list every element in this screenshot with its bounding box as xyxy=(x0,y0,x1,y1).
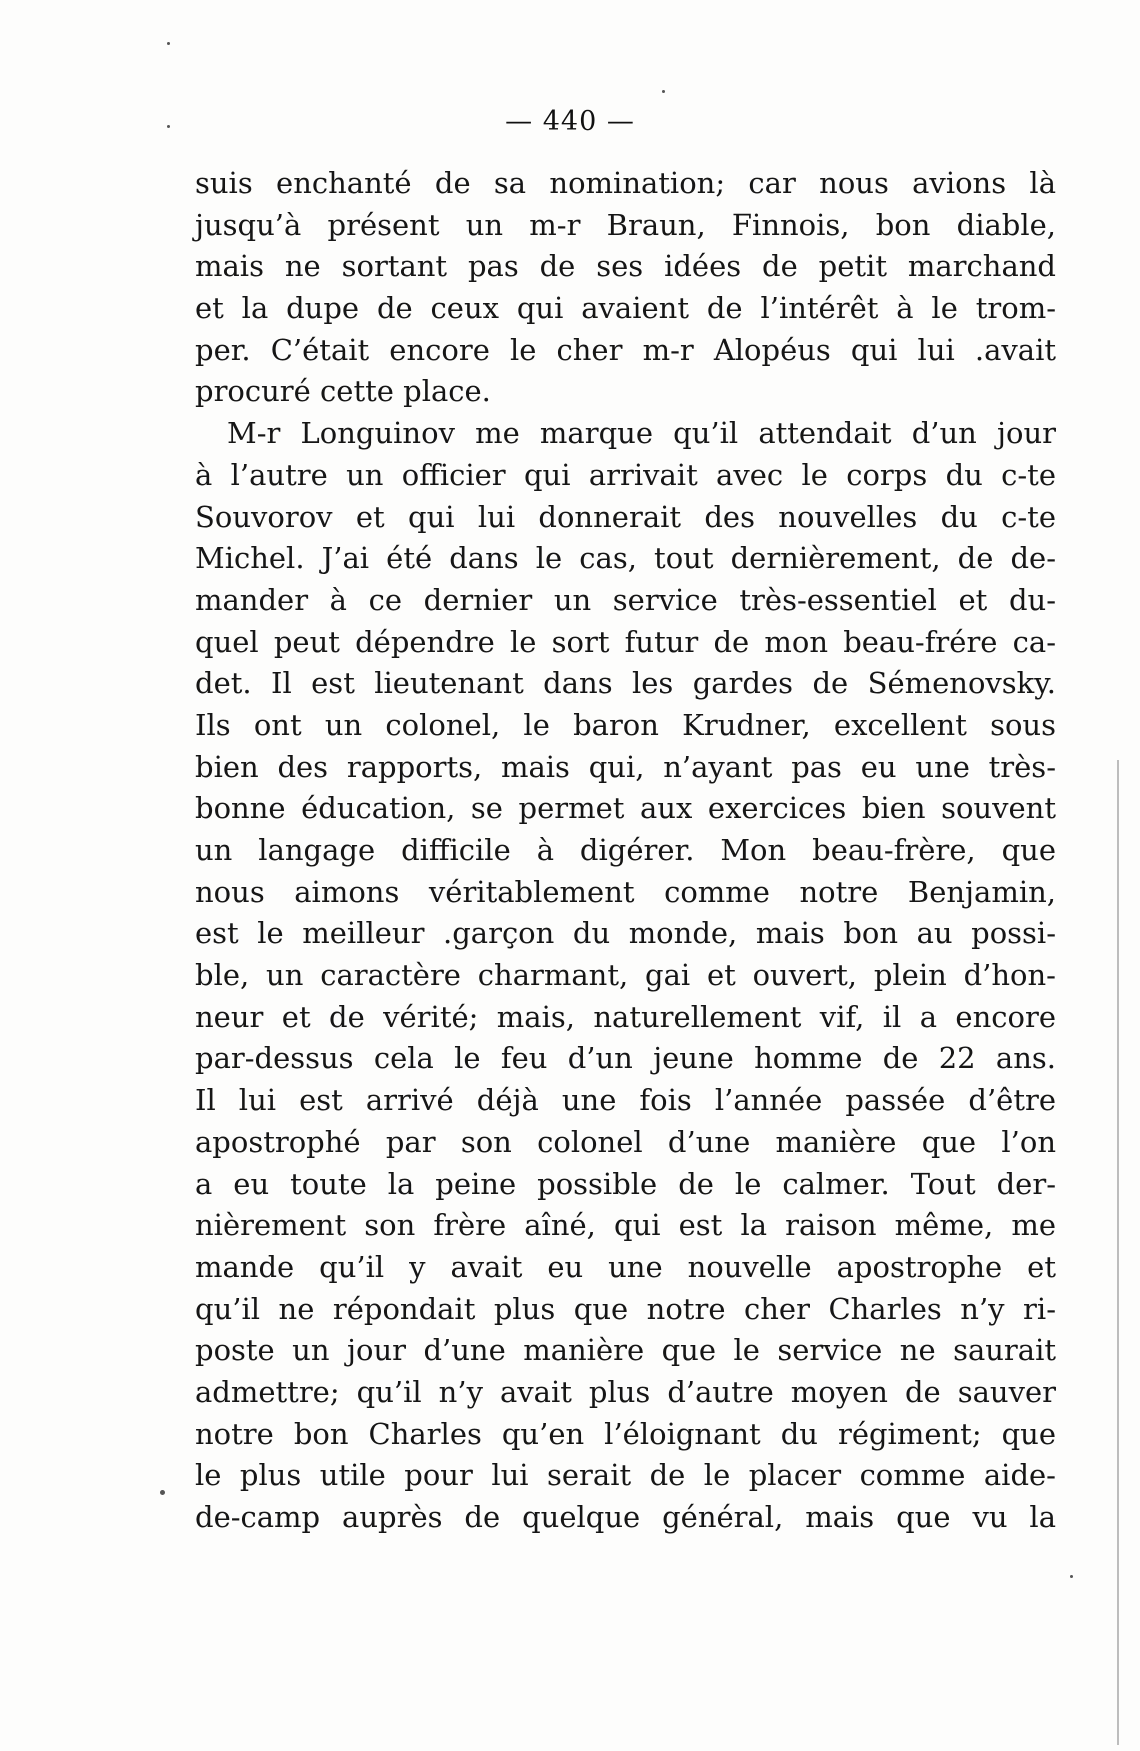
text-line: mande qu’il y avait eu une nouvelle apostrophe et xyxy=(195,1249,1056,1284)
text-line: nous aimons véritablement comme notre Benjamin, xyxy=(195,874,1056,909)
text-line: Il lui est arrivé déjà une fois l’année passée d’être xyxy=(195,1083,1056,1118)
text-line: et la dupe de ceux qui avaient de l’intérêt à le trom- xyxy=(195,291,1056,326)
text-line-paragraph-start: M-r Longuinov me marque qu’il attendait d’un jour xyxy=(227,416,1056,451)
text-line: un langage difficile à digérer. Mon beau-frère, que xyxy=(195,833,1056,867)
body-text xyxy=(195,163,1056,1539)
text-line: mander à ce dernier un service très-essentiel et du- xyxy=(195,582,1056,617)
text-line: à l’autre un officier qui arrivait avec le corps du c-te xyxy=(195,457,1056,492)
text-line: jusqu’à présent un m-r Braun, Finnois, bon diable, xyxy=(195,207,1056,242)
text-line: det. Il est lieutenant dans les gardes de Sémenovsky. xyxy=(195,666,1056,701)
text-line: est le meilleur .garçon du monde, mais bon au possi- xyxy=(195,916,1056,951)
text-line: par-dessus cela le feu d’un jeune homme de 22 ans. xyxy=(195,1041,1056,1076)
ink-speck xyxy=(160,1490,165,1495)
text-line: suis enchanté de sa nomination; car nous avions là xyxy=(195,166,1056,200)
text-line: ble, un caractère charmant, gai et ouvert, plein d’hon- xyxy=(195,958,1056,993)
page-number: — 440 — xyxy=(505,106,635,137)
text-line: de-camp auprès de quelque général, mais que vu la xyxy=(195,1500,1056,1534)
text-line-paragraph-end: procuré cette place. xyxy=(195,374,491,409)
text-line: per. C’était encore le cher m-r Alopéus qui lui .avait xyxy=(195,332,1056,367)
ink-speck xyxy=(662,90,665,93)
text-line: qu’il ne répondait plus que notre cher Charles n’y ri- xyxy=(195,1291,1056,1326)
text-line: mais ne sortant pas de ses idées de petit marchand xyxy=(195,249,1056,284)
ink-speck xyxy=(1070,1575,1073,1578)
text-line: poste un jour d’une manière que le service ne saurait xyxy=(195,1333,1056,1368)
text-line: bien des rapports, mais qui, n’ayant pas eu une très- xyxy=(195,749,1056,784)
text-line: quel peut dépendre le sort futur de mon beau-frére ca- xyxy=(195,624,1056,659)
ink-speck xyxy=(167,42,170,45)
text-line: notre bon Charles qu’en l’éloignant du régiment; que xyxy=(195,1416,1056,1451)
text-line: admettre; qu’il n’y avait plus d’autre moyen de sauver xyxy=(195,1374,1056,1409)
text-line: neur et de vérité; mais, naturellement vif, il a encore xyxy=(195,999,1056,1034)
text-line: bonne éducation, se permet aux exercices bien souvent xyxy=(195,791,1056,826)
text-line: Michel. J’ai été dans le cas, tout dernièrement, de de- xyxy=(195,541,1056,576)
text-line: Souvorov et qui lui donnerait des nouvelles du c-te xyxy=(195,499,1056,534)
text-line: a eu toute la peine possible de le calmer. Tout der- xyxy=(195,1166,1056,1201)
text-line: le plus utile pour lui serait de le placer comme aide- xyxy=(195,1458,1056,1493)
ink-speck xyxy=(167,125,170,128)
text-line: apostrophé par son colonel d’une manière que l’on xyxy=(195,1124,1056,1159)
text-line: Ils ont un colonel, le baron Krudner, excellent sous xyxy=(195,707,1056,742)
page-edge-shadow xyxy=(1117,760,1119,1745)
text-line: nièrement son frère aîné, qui est la raison même, me xyxy=(195,1208,1056,1243)
